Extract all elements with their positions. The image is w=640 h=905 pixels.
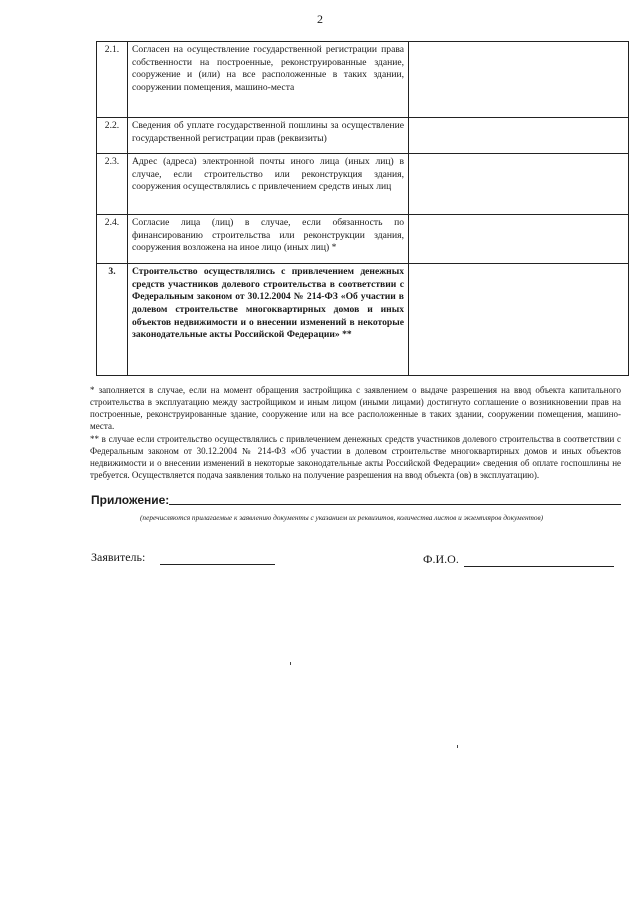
applicant-label: Заявитель: bbox=[91, 550, 146, 564]
table-row bbox=[97, 154, 629, 215]
row-description: Сведения об уплате государственной пошлины за осуществление государственной регистрации прав (реквизиты) bbox=[128, 118, 409, 154]
applicant-signature-field[interactable] bbox=[160, 564, 275, 565]
annex-label: Приложение: bbox=[91, 493, 170, 507]
row-value-field[interactable] bbox=[409, 264, 629, 376]
footnote-single-asterisk: * заполняется в случае, если на момент обращения застройщика с заявлением о выдаче разрешения на ввод объекта капитального строительства в эксплуатацию между застройщиком и иным лицом (иными лицами) достигнуто соглашение о возникновении прав на построенные, реконструированные здание, сооружение или на все расположенные в таких здании, сооружении помещения, машино-места. bbox=[90, 385, 621, 432]
row-description: Согласен на осуществление государственной регистрации права собственности на построенные, реконструированные здание, сооружение и (или) на все расположенные в таких здании, сооружении помещения, машино-места bbox=[128, 42, 409, 118]
annex-section bbox=[91, 491, 621, 509]
row-description: Адрес (адреса) электронной почты иного лица (иных лиц) в случае, если строительство или реконструкция здания, сооружения осуществлялись с привлечением средств иных лиц bbox=[128, 154, 409, 215]
row-number: 2.3. bbox=[97, 154, 128, 215]
row-value-field[interactable] bbox=[409, 215, 629, 264]
page-number: 2 bbox=[317, 12, 323, 26]
row-description: Строительство осуществлялись с привлечением денежных средств участников долевого строительства в соответствии с Федеральным законом от 30.12.2004 № 214-ФЗ «Об участии в долевом строительстве многоквартирных домов и иных объектов недвижимости и о внесении изменений в некоторые законодательные акты Российской Федерации» ** bbox=[128, 264, 409, 376]
table-row bbox=[97, 42, 629, 118]
row-number: 2.4. bbox=[97, 215, 128, 264]
application-table bbox=[96, 41, 629, 376]
footnotes bbox=[90, 384, 621, 482]
row-number: 2.1. bbox=[97, 42, 128, 118]
scan-speck bbox=[290, 662, 291, 665]
row-number: 2.2. bbox=[97, 118, 128, 154]
annex-hint: (перечисляются прилагаемые к заявлению документы с указанием их реквизитов, количества листов и экземпляров документов) bbox=[140, 513, 544, 522]
scan-speck bbox=[457, 745, 458, 748]
table-row bbox=[97, 118, 629, 154]
row-description: Согласие лица (лиц) в случае, если обязанность по финансированию строительства или реконструкции здания, сооружения возложена на иное лицо (иных лиц) * bbox=[128, 215, 409, 264]
fio-field[interactable] bbox=[464, 566, 614, 567]
table-row bbox=[97, 264, 629, 376]
footnote-double-asterisk: ** в случае если строительство осуществлялись с привлечением денежных средств участников долевого строительства в соответствии с Федеральным законом от 30.12.2004 № 214-ФЗ «Об участии в долевом строительстве многоквартирных домов и иных объектов недвижимости и о внесении изменений в некоторые законодательные акты Российской Федерации» сведения об оплате госпошлины не требуется. Осуществляется подача заявления только на получение разрешения на ввод объекта (ов) в эксплуатацию). bbox=[90, 434, 621, 481]
row-number: 3. bbox=[97, 264, 128, 376]
table-row bbox=[97, 215, 629, 264]
row-value-field[interactable] bbox=[409, 42, 629, 118]
fio-label: Ф.И.О. bbox=[423, 552, 459, 566]
row-value-field[interactable] bbox=[409, 154, 629, 215]
row-value-field[interactable] bbox=[409, 118, 629, 154]
annex-underline-field[interactable] bbox=[169, 504, 621, 505]
